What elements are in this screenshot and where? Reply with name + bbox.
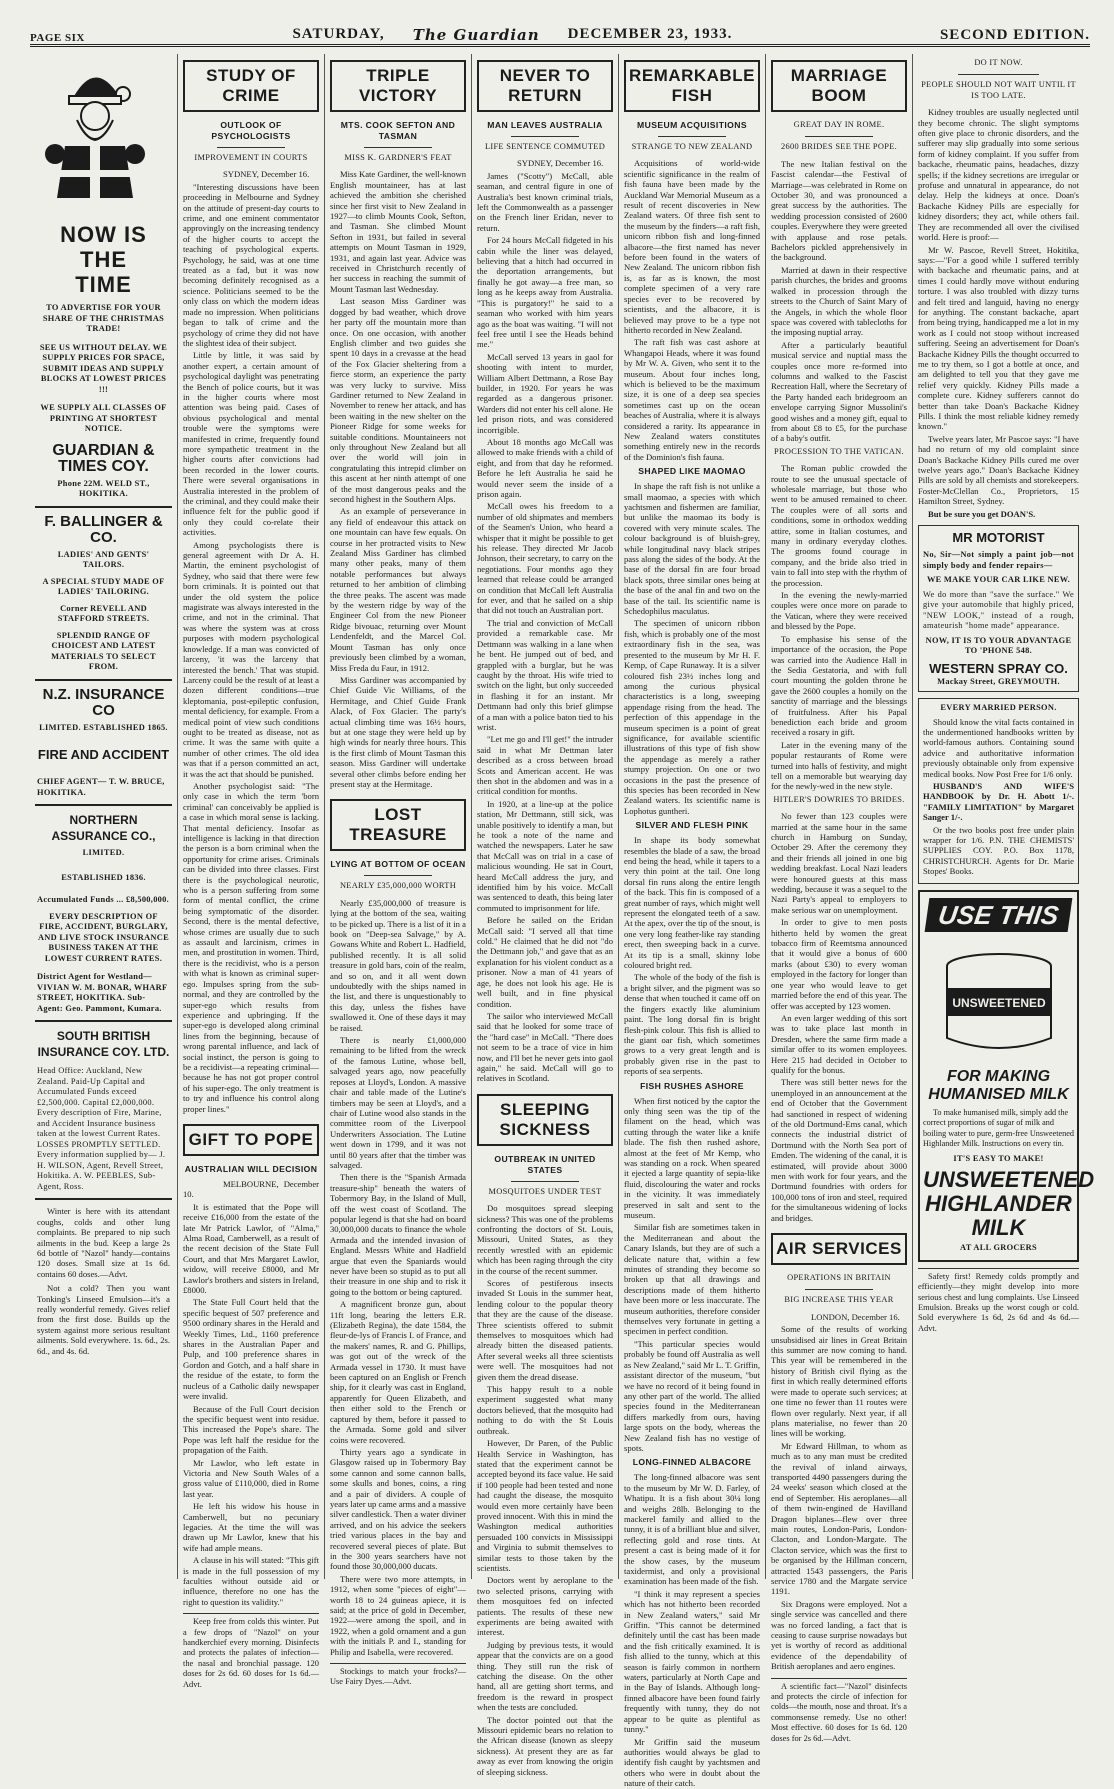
married-order: Or the two books post free under plain wrapper for 1/6. P.N. THE CHEMISTS' SUPPLIES COY. P.O. Box 1178, CHRISTCHURCH. Agents for Dr. Marie Stopes' Books. xyxy=(923,824,1074,877)
never-to-return-headline: NEVER TO RETURN xyxy=(477,60,613,112)
nazol-advert: Keep free from colds this winter. Put a few drops of "Nazol" on your handkerchief every morning. Disinfects and protects the palates of infection—the nasal and bronchial passage. 120 doses for 2s 6d. 60 doses for 1s 6d.—Advt. xyxy=(183,1613,319,1690)
article-paragraph: "Let me go and I'll get!" the intruder said in what Mr Dettman later described as a cross between broad Scots and American accent. He was then shot in the abdomen and was in a critical condition for months. xyxy=(477,734,613,797)
remarkable-fish-headline: REMARKABLE FISH xyxy=(624,60,760,112)
motorist-body: We do more than "save the surface." We give your automobile that highly priced, "NEW LOOK," instead of a rough, amateurish "home made" appearance. xyxy=(923,589,1074,631)
milk-brand-milk: MILK xyxy=(971,1215,1026,1241)
divider xyxy=(511,136,579,137)
remarkable-fish-deck: STRANGE TO NEW ZEALAND xyxy=(631,142,753,151)
article-paragraph: The raft fish was cast ashore at Whangapoi Heads, where it was found by Mr W. A. Given, who sent it to the museum. About four inches long, which is believed to be the maximum size, it is one of a deep sea species sometimes cast up on the ocean beaches of Australia, where it is always considered a rarity. Its appearance in New Zealand waters constitutes something entirely new in the records of the Dominion's fish fauna. xyxy=(624,337,760,462)
article-paragraph: Last season Miss Gardiner was dogged by bad weather, which drove her party off the mountain more than once. On one occasion, with another English climber and two guides she spent 10 days in a crevasse at the head of the Fox Glacier sheltering from a fierce storm, an experience the party was very lucky to survive. Miss Gardiner returned to New Zealand in November to renew her attack, and has been waiting in the new shelter on the Pioneer Ridge for some weeks for suitable conditions. Mountaineers not only throughout New Zealand but all over the world will join in congratulating this intrepid climber on this ascent at her ninth attempt of one of the most dangerous peaks and the second highest in the Southern Alps. xyxy=(330,296,466,504)
article-paragraph: The whole of the body of the fish is a bright silver, and the pigment was so dense that when touched it came off on the fingers exactly like aluminium paint. The long dorsal fin is bright flesh-pink colour. This fish is allied to the giant oar fish, which sometimes grows to a very great length and is probably given rise in the past to reports of sea serpents. xyxy=(624,972,760,1077)
article-paragraph: Because of the Full Court decision the specific bequest went into residue. This increased the Pope's share. The Pope was left half the residue for the propagation of the Faith. xyxy=(183,1403,319,1456)
milk-brand-unsweetened: UNSWEETENED xyxy=(923,1167,1095,1193)
article-paragraph: There were two more attempts, in 1912, when some "pieces of eight"—worth 18 to 24 guineas apiece, it is said; at the price of gold in December, 1922—were among the spoil, and in 1922, when a gold ornament and a gun with the initials P. and I., standing for Philip and Isabella, were recovered. xyxy=(330,1573,466,1657)
article-paragraph: The State Full Court held that the specific bequest of 507 preference and 9500 ordinary shares in the Herald and Weekly Times, Ltd., 1160 preference shares in the Australian Paper and Pulp, and 100 preference shares in Gordon and Gotch, and a half share in the residue of the estate, to form the nucleus of a Catholic daily newspaper were invalid. xyxy=(183,1297,319,1402)
lost-treasure-subhead: LYING AT BOTTOM OF OCEAN xyxy=(330,859,466,870)
masthead-center xyxy=(292,26,732,44)
married-handbooks: HUSBAND'S AND WIFE'S HANDBOOK by Dr. H. Abott 1/-. "FAMILY LIMITATION" by Margaret Sanger 1/-. xyxy=(923,781,1074,823)
married-person-heading: EVERY MARRIED PERSON. xyxy=(940,703,1057,713)
article-paragraph: No fewer than 123 couples were married at the same hour in the same church in Hamburg on Sunday, October 29. After the ceremony they and their friends all joined in one big wedding breakfast. Local Nazi leaders were honoured guests at this mass wedding, because it was a sequel to the Nazi Party's appeal to employers to make serious war on unemployment. xyxy=(771,811,907,915)
long-finned-albacore-subhead: LONG-FINNED ALBACORE xyxy=(632,1457,752,1468)
nz-insurance-established: LIMITED. ESTABLISHED 1865. xyxy=(39,722,168,732)
article-paragraph: Similar fish are sometimes taken in the Mediterranean and about the Canary Islands, but they are of such a delicate nature that, within a few minutes of stranding they become so broken up that all drawings and descriptions made of them hitherto have been more or less inaccurate. The museum authorities, therefore consider themselves very fortunate in getting a specimen in perfect condition. xyxy=(624,1222,760,1337)
article-paragraph: An even larger wedding of this sort was to take place last month in Dresden, where the same firm made a similar offer to its women employees. Here 215 had decided in October to qualify for the bonus. xyxy=(771,1012,907,1075)
study-of-crime-headline: STUDY OF CRIME xyxy=(183,60,319,112)
see-us-line: SEE US WITHOUT DELAY. WE SUPPLY PRICES FOR SPACE, SUBMIT IDEAS AND SUPPLY BLOCKS AT LOWEST PRICES !!! xyxy=(39,342,168,394)
sleeping-sickness-headline: SLEEPING SICKNESS xyxy=(477,1094,613,1146)
article-paragraph: As an example of perseverance in any field of endeavour this attack on one mountain can have few equals. On course in her protracted visits to New Zealand Miss Gardiner has climbed many other peaks, many of them notable performances but always returned to her ambition of climbing the three peaks. The ascent was made by the western ridge by way of the Engineer Col from the new Pioneer Ridge bivouac, returning over Mount Lendenfeldt, and the Marcel Col. Mount Tasman has only once previously been climbed by a woman, Miss Freda du Faur, in 1912. xyxy=(330,506,466,673)
article-paragraph: About 18 months ago McCall was allowed to make friends with a child of eight, and from that day he reformed. Before he left Australia he said he would never seem the inside of a prison again. xyxy=(477,436,613,499)
never-to-return-deck: LIFE SENTENCE COMMUTED xyxy=(484,142,606,151)
masthead xyxy=(30,18,1090,47)
air-services-deck: OPERATIONS IN BRITAIN xyxy=(787,1273,891,1283)
column-triple-victory xyxy=(324,54,471,1687)
masthead-edition: SECOND EDITION. xyxy=(939,27,1090,43)
study-of-crime-deck: IMPROVEMENT IN COURTS xyxy=(194,153,308,162)
article-paragraph: In order to give to men posts hitherto held by women the great tobacco firm of Reemtsma announced that it would give a bonus of 600 marks (about £30) to every woman employed in the factory for longer than one year who would leave to get married before the end of this year. The offer was accepted by 123 women. xyxy=(771,917,907,1011)
tin-label-text: UNSWEETENED xyxy=(951,995,1046,1010)
advert-paragraph: Twelve years later, Mr Pascoe says: "I have had no return of my old complaint since Doan's Backache Kidney Pills cured me over twelve years ago." Doan's Backache Kidney Pills are sold by all chemists and storekeepers. Foster-McClellan Co., Proprietors, 15 Hamilton Street, Sydney. xyxy=(918,433,1079,507)
northern-limited: LIMITED. xyxy=(82,848,125,858)
article-paragraph: Do mosquitoes spread sleeping sickness? This was one of the problems confronting the doctors of St. Louis, Missouri, United States, as they recently wrestled with an epidemic which has been raging through the city in the course of the recent summer. xyxy=(477,1203,613,1276)
article-paragraph: In 1920, at a line-up at the police station, Mr Dettmann, still sick, was unable positively to identify a man, but he took a note of the name and watched the newspapers. Later he saw that McCall was on trial in a case of malicious wounding. He sat in Court, heard McCall address the jury, and identified him by his voice. McCall was sentenced to death, this being later commuted to imprisonment for life. xyxy=(477,798,613,913)
fairy-dyes-advert: Stockings to match your frocks?— Use Fairy Dyes.—Advt. xyxy=(330,1663,466,1688)
article-paragraph: "I think it may represent a species which has not hitherto been recorded in New Zealand waters," said Mr Griffin. "This cannot be determined definitely until the cast has been made and the fish critically examined. It is fish allied to the tunny, which at this season is fairly common in northern waters, particularly at North Cape and in the Bay of Islands. Although long-finned albacore have been found fairly frequently with tunny, they do not appear to be quite as plentiful as tunny." xyxy=(624,1588,760,1735)
fish-rushes-ashore-subhead: FISH RUSHES ASHORE xyxy=(640,1080,744,1091)
article-paragraph: The new Italian festival on the Fascist calendar—the Festival of Marriage—was celebrated in Rome on October 30, and was pronounced a great success by the authorities. The wedding procession consisted of 2600 couples. Everywhere they were greeted with applause and rose petals. Bachelors pickled apprehensively in the background. xyxy=(771,158,907,263)
lost-treasure-headline: LOST TREASURE xyxy=(330,799,466,851)
article-paragraph: In shape the raft fish is not unlike a small maomao, a species with which yachtsmen and fishermen are familiar, but unlike the maomao its body is covered with very minute scales. The colour background is of bluish-grey, while longitudinal navy black stripes pass along the sides of the body. At the base of the dorsal fin are four broad black spots, three similar ones being at the base of the anal fin and two on the base of the tail. Its scientific name is Schedophilus maculatus. xyxy=(624,481,760,617)
air-services-dateline: LONDON, December 16. xyxy=(811,1311,900,1322)
divider xyxy=(364,147,432,148)
divider xyxy=(958,74,1039,75)
ballinger-tailoring: A SPECIAL STUDY MADE OF LADIES' TAILORING. xyxy=(42,576,165,597)
printing-line: WE SUPPLY ALL CLASSES OF PRINTING AT SHORTEST NOTICE. xyxy=(40,403,167,434)
milk-brand-highlander: HIGHLANDER xyxy=(925,1191,1072,1217)
fire-accident-heading: FIRE AND ACCIDENT xyxy=(37,747,170,763)
article-paragraph: A clause in his will stated: "This gift is made in the full possession of my faculties without outside aid or influence, therefore no one has the right to question its validity." xyxy=(183,1555,319,1607)
chief-agent: CHIEF AGENT— T. W. BRUCE, HOKITIKA. xyxy=(37,777,165,797)
article-paragraph: However, Dr Paren, of the Public Health Service in Washington, has stated that the experiment cannot be accepted beyond its face value. He said if 100 people had been tested and none had caught the disease, the mosquito would even more certainly have been proved innocent. With this in mind the Washington medical authorities persuaded 100 convicts in Mississippi and Virginia to submit themselves to similar tests to those taken by the scientists. xyxy=(477,1438,613,1573)
article-paragraph: Married at dawn in their respective parish churches, the brides and grooms walked in procession through the streets to the Church of Saint Mary of the Angels, in which the whole floor space was covered with tablecloths for the imposing nuptial array. xyxy=(771,264,907,338)
article-paragraph: The specimen of unicorn ribbon fish, which is probably one of the most extraordinary fish in the sea, was presented to the museum by Mr H. F. Kemp, of Cape Runaway. It is a silver coloured fish 23½ inches long and among the curious physical characteristics is a long, sweeping appendage rising from the head. The perfection of this appendage in the museum specimen is a point of great significance, for available scientific illustrations of this type of fish show the appendage as merely a rather stumpy projection. On one or two occasions in the past the presence of this species has been recorded in New Zealand waters. Its scientific name is Lophotus guntheri. xyxy=(624,618,760,816)
guardian-address: Phone 22M. WELD ST., HOKITIKA. xyxy=(57,478,150,499)
sleeping-sickness-deck: MOSQUITOES UNDER TEST xyxy=(488,1186,602,1196)
marriage-boom-subdeck: 2600 BRIDES SEE THE POPE. xyxy=(781,142,897,152)
air-services-subdeck: BIG INCREASE THIS YEAR xyxy=(784,1295,894,1305)
divider xyxy=(217,147,285,148)
article-paragraph: Miss Gardiner was accompanied by Chief Guide Vic Williams, of the Hermitage, and Chief Guide Frank Alack, of Fox Glacier. The party's actual climbing time was 16½ hours, but at one stage they were held up by high winds for nearly three hours. This is the first climb of Mount Tasman this season. Miss Gardiner will undertake several other climbs before ending her present stay at the Hermitage. xyxy=(330,674,466,789)
for-making: FOR MAKING xyxy=(946,1068,1051,1086)
nz-insurance-advert xyxy=(35,679,172,805)
marriage-boom-headline: MARRIAGE BOOM xyxy=(771,60,907,112)
article-paragraph: This happy result to a noble experiment suggested what many doctors believed, that the mosquito had nothing to do with the St Louis outbreak. xyxy=(477,1384,613,1436)
sleeping-sickness-subhead: OUTBREAK IN UNITED STATES xyxy=(494,1153,596,1175)
column-remarkable-fish xyxy=(618,54,765,1789)
northern-assurance-advert xyxy=(35,804,172,1020)
ballinger-corner: Corner REVELL AND STAFFORD STREETS. xyxy=(57,603,150,624)
article-paragraph: Little by little, it was said by another expert, a certain amount of psychological daylight was penetrating the Bench of police courts, but it was in the higher courts where most attention was being paid. Cases of obvious psychological and mental trouble were the symptoms were manifested in crime, frequently found more sympathetic treatment in the higher courts after convictions had been recorded in the lower courts. There were several organisations in Australia interested in the problem of the criminal, and they could make their influence felt for the public good if only they could co-relate their activities. xyxy=(183,350,319,538)
advertise-line: TO ADVERTISE FOR YOUR SHARE OF THE CHRISTMAS TRADE! xyxy=(42,303,165,334)
page-number: PAGE SIX xyxy=(30,32,85,44)
triple-victory-deck: MISS K. GARDNER'S FEAT xyxy=(344,153,452,162)
phone-548: NOW, IT IS TO YOUR ADVANTAGE TO 'PHONE 548. xyxy=(925,635,1072,656)
tonking-text: Not a cold? Then you want Tonking's Linseed Emulsion—it's a really wonderful remedy. Gives relief from the first dose. Builds up the system against more serious resultant ailments. Sold everywhere. 1s. 6d., 2s. 6d., and 4s. 6d. xyxy=(37,1283,170,1356)
article-paragraph: The sailor who interviewed McCall said that he looked for some trace of the "hard case" in McCall. "There does not seem to be a trace of vice in him now, and I'll bet he never gets into gaol again," he said. McCall will go to relatives in Scotland. xyxy=(477,1010,613,1084)
article-paragraph: Before he sailed on the Eridan McCall said: "I served all that time cold." He claimed that he did not "do the Dettmann job," and gave that as an explanation for his violent conduct as a prisoner. Now a man of 41 years of age, he does not look his age. He is well built, and in fine physical condition. xyxy=(477,915,613,1009)
nz-insurance-name: N.Z. INSURANCE CO xyxy=(42,685,165,719)
column-study-of-crime xyxy=(177,54,324,1689)
triple-victory-subhead: MTS. COOK SEFTON AND TASMAN xyxy=(340,120,456,141)
divider xyxy=(658,136,726,137)
milk-tin-icon xyxy=(934,948,1064,1058)
easy-to-make: IT'S EASY TO MAKE! xyxy=(953,1153,1044,1163)
article-paragraph: "Interesting discussions have been proceeding in Melbourne and Sydney on the attitude of present-day courts to crime, and one eminent commentator approvingly on the increasing tendency of the higher courts to accept the teaching of psychological experts. Psychology, he said, was at one time treated as a fad, but it was now becoming definitely recognised as a science. Politicians seemed to be the only class on which the modern ideas made no impression. When politicians began to talk of crime and the psychology of crime they did not have the slightest idea of their subject. xyxy=(183,181,319,348)
divider xyxy=(511,1181,579,1182)
article-paragraph: Later in the evening many of the popular restaurants of Rome were turned into halls of festivity, and might tell on a memorable but wearying day for the newly-wed in the new style. xyxy=(771,739,907,792)
article-paragraph: McCall owes his freedom to a number of old shipmates and members of the Seamen's Union, who heard a whisper that it might be possible to get his release. They directed Mr Jacob Johnson, their secretary, to carry on the negotiations. Four months ago they learned that release could be arranged on condition that McCall left Australia for ever, and that he sailed on a ship that did not touch an Australian port. xyxy=(477,501,613,616)
gift-to-pope-subhead: AUSTRALIAN WILL DECISION xyxy=(184,1163,318,1174)
article-paragraph: The trial and conviction of McCall provided a remarkable case. Mr Dettmann was walking in a lane when he bent. He jumped out of bed, and grappled with a burglar, but he was caught by the throat. His wife tried to switch on the light, but only succeeded in flashing it for an instant. Mr Dettmann had only this brief glimpse of a man with a police baton tied to his wrist. xyxy=(477,617,613,732)
northern-district-agent: District Agent for Westland— VIVIAN W. M. BONAR, WHARF STREET, HOKITIKA. Sub-Agent: Geo. Pammont, Kumara. xyxy=(37,972,168,1013)
advert-paragraph: Kidney troubles are usually neglected until they become chronic. The slight symptoms often give place to chronic disorders, and the sufferer may slip gradually into some serious form of kidney complaint. If you suffer from backache, rheumatic pains, headaches, dizzy spells; if the kidney secretions are irregular or profuse and unnatural in appearance, do not delay. Help the kidneys at once. Doan's Backache Kidney Pills are especially for kidney disorders; they act, while others fail. They are recommended all over the civilised world. Here is proof:— xyxy=(918,107,1079,243)
article-paragraph: Nearly £35,000,000 of treasure is lying at the bottom of the sea, waiting to be picked up. There is a list of it in a book on "Deep-sea Salvage," by A. Gowans White and Robert L. Hadfield, published recently. It is all solid treasure in gold bars, coin of the realm, and so on, and it all went down undoubtedly with the ships named in the list, and there is unquestionably to this day, unless the fishes have swallowed it. One of these days it may be raised. xyxy=(330,897,466,1033)
remarkable-fish-subhead: MUSEUM ACQUISITIONS xyxy=(637,120,747,130)
article-paragraph: Some of the results of working unsubsidised air lines in Great Britain this summer are now coming to hand. This year will be remembered in the history of British civil flying as the first in which really determined efforts were made to operate such services; at one time no fewer than 11 routes were flown over regularly. Next year, if all plans materialise, no fewer than 20 lines will be working. xyxy=(771,1324,907,1439)
lost-treasure-deck: NEARLY £35,000,000 WORTH xyxy=(339,881,457,891)
article-paragraph: In shape its body somewhat resembles the blade of a saw, the broad end being the head, while it tapers to a very thin point at the tail. One long dorsal fin runs along the entire length of the back. This fin is composed of a great number of rays, which might well represent the elongated teeth of a saw. At the apex, over the tip of the snout, is one very long feather-like ray standing erect, then sweeping back in a curve. At its tip is a small, skinny lobe coloured bright red. xyxy=(624,835,760,971)
married-body: Should know the vital facts contained in the undermentioned handbooks written by world-famous authors. Containing sound advice and authoritative information previously obtainable only from expensive medical books. Now Post Free for 1/6 only. xyxy=(923,716,1074,779)
article-paragraph: The Roman public crowded the route to see the unusual spectacle of wholesale marriage, but those who went to be amused remained to cheer. The couples were of all sorts and conditions, some in orthodox wedding attire, some in Italian costumes, and many in ordinary everyday clothes. The grooms found courage in company, and the bride also tried in vain to fall into step with the rhythm of the procession. xyxy=(771,463,907,588)
western-spray-advert xyxy=(918,525,1079,692)
use-this-banner: USE THIS xyxy=(925,898,1073,932)
article-paragraph: Six Dragons were employed. Not a single service was cancelled and there was no forced landing, a fact that is ceasing to cause surprise nowadays but yet is worthy of record as additional evidence of the dependability of British aeroplanes and aero engines. xyxy=(771,1598,907,1672)
doans-reminder: But be sure you get DOAN'S. xyxy=(928,508,1036,519)
ballinger-range: SPLENDID RANGE OF CHOICEST AND LATEST MATERIALS TO SELECT FROM. xyxy=(51,630,156,672)
article-paragraph: Thirty years ago a syndicate in Glasgow raised up in Tobermory Bay some cannon and some cannon balls, some skulls and bones, coins, a ring and a pair of dividers. A couple of years later up came arms and a massive silver candlestick. Then a water diviner arrived, and on his advice the seekers tried various places in the bay and recovered several pieces of plate. But in the 300 years searchers have not found those 30,000,000 ducats. xyxy=(330,1446,466,1572)
article-paragraph: Mr Griffin said the museum authorities would always be glad to identify fish caught by yachtsmen and others who were in doubt about the nature of their catch. xyxy=(624,1736,760,1789)
marriage-boom-deck: GREAT DAY IN ROME. xyxy=(793,120,885,129)
article-paragraph: To emphasise his sense of the importance of the occasion, the Pope was carried into the Audience Hall in the Sedia Gestatoria, and with full court mounting the golden throne he gave the 2600 couples a homily on the sanctity of marriage and the blessings of fruitfulness. After his Papal benediction each bride and groom received a rosary in gift. xyxy=(771,633,907,738)
advert-paragraph: Mr W. Pascoe, Revell Street, Hokitika, says:—"For a good while I suffered terribly with backache and rheumatic pains, and at times I could hardly move without enduring torture. I was also troubled with dizzy turns and felt tired and languid, having no energy for anything. The constant backache, apart from being trying, handicapped me a lot in my work as I could not stoop without increased suffering. Seeing an advertisement for Doan's Backache Kidney Pills the thought occurred to me to try them, so I got a bottle at once, and am delighted to tell you that they gave me relief very quickly. Kidney Pills made a complete cure. Kidney sufferers cannot do better than take Doan's Backache Kidney Pills. I think the most reliable kidney remedy known." xyxy=(918,244,1079,432)
divider xyxy=(364,875,432,876)
ballinger-advert xyxy=(35,506,172,679)
article-paragraph: For 24 hours McCall fidgeted in his cabin while the liner was delayed, believing that a hitch had occurred in the deportation arrangements, but finally he got away—a free man, so long as he keeps away from Australia. "This is purgatory!" he said to a seaman who worked with him years ago as the boat was waiting. "I will not feel free until I see the Heads behind me." xyxy=(477,235,613,350)
south-british-name: SOUTH BRITISH INSURANCE COY. LTD. xyxy=(37,1029,170,1060)
article-paragraph: A magnificent bronze gun, about 11ft long, bearing the letters E.R. (Elizabeth Regina), the date 1584, the fleur-de-lys of Francis I. of France, and the makers' names, R. and G. Phillips, was got out of the wreck of the Armada vessel in 1730. It must have been captured on an English or French ship, for it clearly was cast in England, apparently for Queen Elizabeth, and then either sold to the French or captured by them, before it passed to the Armada. Some gold and silver coins were recovered. xyxy=(330,1299,466,1445)
air-services-headline: AIR SERVICES xyxy=(771,1233,907,1265)
article-paragraph: After a particularly beautiful musical service and nuptial mass the couples once more re-formed into columns and walked to the Fascist Recreation Hall, where the Secretary of the Party handed each bridegroom an envelope carrying Signor Mussolini's good wishes and a money gift, equal to from about £8 to £5, for the purchase of a baby's outfit. xyxy=(771,339,908,444)
northern-description: EVERY DESCRIPTION OF FIRE, ACCIDENT, BURGLARY, AND LIVE STOCK INSURANCE BUSINESS TAKEN AT THE LOWEST CURRENT RATES. xyxy=(37,911,170,963)
people-should-not-wait: PEOPLE SHOULD NOT WAIT UNTIL IT IS TOO LATE. xyxy=(921,80,1076,100)
gift-to-pope-headline: GIFT TO POPE xyxy=(183,1124,319,1156)
column-marriage-boom xyxy=(765,54,912,1743)
advertising-promo xyxy=(35,216,172,506)
column-never-to-return xyxy=(471,54,618,1777)
masthead-day: SATURDAY, xyxy=(292,26,385,42)
northern-assurance-name: NORTHERN ASSURANCE CO., xyxy=(51,813,156,844)
column-advertisements-left xyxy=(30,54,177,1579)
masthead-paper-name: The Guardian xyxy=(412,26,540,44)
time-heading: TIME xyxy=(75,272,132,298)
article-paragraph: Doctors went by aeroplane to the two selected prisons, carrying with them mosquitoes fed on infected patients. The results of these new experiments are being awaited with interest. xyxy=(477,1575,613,1638)
masthead-date: DECEMBER 23, 1933. xyxy=(567,26,733,42)
procession-subhead: PROCESSION TO THE VATICAN. xyxy=(774,446,904,456)
article-paragraph: Then there is the "Spanish Armada treasure-ship" beneath the waters of Tobermory Bay, in the Island of Mull, off the west coast of Scotland. The popular legend is that she had on board 30,000,000 ducats to finance the whole Armada and the intended invasion of England. Messrs White and Hadfield argue that even the Spaniards would never have been so stupid as to put all their treasure in one ship and to risk it going to the bottom or being captured. xyxy=(330,1172,466,1297)
gift-to-pope-dateline: MELBOURNE, December 10. xyxy=(183,1178,319,1200)
milk-instructions: To make humanised milk, simply add the correct proportions of sugar of milk and boiling water to pure, germ-free Unsweetened Highlander Milk. Instructions on every tin. xyxy=(923,1108,1074,1149)
article-paragraph: There is nearly £1,000,000 remaining to be lifted from the wreck of the famous Lutine, whose bell, salvaged years ago, now peacefully reposes at Lloyd's, London. A massive chair and table made of the Lutine's timbers may be seen at Lloyd's, and a chair of Lutine wood also stands in the committee room of the Liverpool Underwriters Association. The Lutine went down in 1799, and it was not until 80 years after that the timber was salvaged. xyxy=(330,1035,466,1170)
study-of-crime-dateline: SYDNEY, December 16. xyxy=(223,169,310,180)
article-paragraph: Judging by previous tests, it would appear that the convicts are on a good thing. They still run the risk of catching the disease. On the other hand, all are getting short terms, and freedom is the reward in prospect when the tests are concluded. xyxy=(477,1639,613,1713)
article-paragraph: Mr Lawlor, who left estate in Victoria and New South Wales of a gross value of £110,000, died in Rome last year. xyxy=(183,1457,319,1499)
humanised-milk: HUMANISED MILK xyxy=(928,1086,1069,1104)
santa-claus-illustration xyxy=(35,58,155,208)
nazol-winter-advert xyxy=(35,1198,172,1364)
article-paragraph: When first noticed by the captor the only thing seen was the tip of the filament on the head, which was cutting through the water like a knife blade. The fish then rushed ashore, almost at the feet of Mr Kemp, who was standing on a rock. When speared it ejected a large quantity of sepia-like fluid, discolouring the water and rocks in the vicinity. It was immediately preserved in salt and sent to the museum. xyxy=(624,1095,760,1220)
motorist-line: No, Sir—Not simply a paint job—not simply body and fender repairs— xyxy=(923,550,1074,570)
make-car-new: WE MAKE YOUR CAR LIKE NEW. xyxy=(926,575,1071,585)
winter-text: Winter is here with its attendant coughs, colds and other lung complaints. Be prepared to nip such ailments in the bud. Keep a large 2s 6d bottle of "Nazol" handy—contains 120 doses. Small size at 1s 6d. contains 60 doses.—Advt. xyxy=(37,1206,170,1279)
guardian-times-coy: GUARDIAN & TIMES COY. xyxy=(52,441,155,475)
article-paragraph: McCall served 13 years in gaol for shooting with intent to murder, William Albert Dettmann, a Rose Bay builder, in 1920. For years he was regarded as a dangerous prisoner. Warders did not enter his cell alone. He led prison riots, and was considered incorrigible. xyxy=(477,351,613,435)
linseed-emulsion-advert: Safety first! Remedy colds promptly and efficiently—they might develop into more serious chest and lung complaints. Use Linseed Emulsion. Breaks up the worst cough or cold. Sold everywhere 1s 6d, 2s 6d and 4s 6d.—Advt. xyxy=(918,1268,1079,1334)
article-paragraph: Mr Edward Hillman, to whom as much as to any man must be credited the revival of inland airways, transported 4490 passengers during the 24 weeks' season which closed at the end of September. His aeroplanes—all of them twin-engined de Havilland Dragon biplanes—flew over three main routes, London-Paris, London-Clacton, and London-Margate. The Clacton service, which was the first to be organised by the Hillman concern, attracted 1543 passengers, the Paris service 1780 and the Margate service 1191. xyxy=(771,1440,907,1597)
silver-flesh-pink-subhead: SILVER AND FLESH PINK xyxy=(635,820,749,831)
do-it-now-heading: DO IT NOW. xyxy=(974,58,1023,67)
article-paragraph: James ("Scotty") McCall, able seaman, and central figure in one of Australia's best known criminal trials, left the Commonwealth as a passenger on the French liner Eridan, never to return. xyxy=(477,170,613,233)
article-paragraph: Scores of pestiferous insects invaded St Louis in the summer heat, lending colour to the popular theory that they are the cause of the disease. Three scientists offered to submit themselves to mosquitoes which had already bitten the diseased patients. After several weeks all three scientists were well. The mosquitoes had not given them the dread disease. xyxy=(477,1278,613,1382)
ballinger-name: F. BALLINGER & CO. xyxy=(44,512,163,546)
western-spray-address: Mackay Street, GREYMOUTH. xyxy=(937,676,1060,686)
shaped-like-maomao-subhead: SHAPED LIKE MAOMAO xyxy=(638,466,746,477)
married-person-advert xyxy=(918,698,1079,884)
triple-victory-headline: TRIPLE VICTORY xyxy=(330,60,466,112)
article-paragraph: He left his widow his house in Camberwell, but no pecuniary legacies. At the time the will was drawn up Mr Lawlor, knew that his wife had ample means. xyxy=(183,1501,319,1553)
article-paragraph: There was still better news for the unemployed in an announcement at the end of October that the Government had sanctioned in respect of widening of the old Dortmund-Ems canal, which connects the industrial district of Dortmund with the North Sea port of Emden. The widening of the canal, it is estimated, will provide about 3000 men with work for four years, and the Dortmund foundries with orders for 100,000 tons of iron and steel, required for the simultaneous widening of locks and bridges. xyxy=(771,1077,907,1223)
now-is-the-heading: NOW IS THE xyxy=(60,222,147,273)
never-to-return-subhead: MAN LEAVES AUSTRALIA xyxy=(487,120,603,130)
hitler-dowries-subhead: HITLER'S DOWRIES TO BRIDES. xyxy=(773,794,905,804)
nazol-advert: A scientific fact—"Nazol" disinfects and protects the circle of infection for colds—the mouth, nose and throat. It's a commonsense remedy. Use no other! Most effective. 60 doses for 1s 6d. 120 doses for 2s 6d.—Advt. xyxy=(771,1678,907,1744)
article-paragraph: It is estimated that the Pope will receive £16,000 from the estate of the late Mr Patrick Lawlor, of "Alma," Alma Road, Camberwell, as a result of the recent decision of the State Full Court, and that Mrs Margaret Lawlor, widow, will receive £8000, and Mr Lawlor's brothers and sisters in Ireland, £8000. xyxy=(183,1201,319,1296)
article-paragraph: The long-finned albacore was sent to the museum by Mr W. D. Farley, of Whatipu. It is a fish about 30¼ long and weighs 28lb. Belonging to the mackerel family and allied to the tunny, it is of a brilliant blue and silver, reflecting gold and rose tints. At present a cast is being made of it for the show cases, by the museum taxidermist, and only a provisional examination has been made of the fish. xyxy=(624,1472,760,1587)
south-british-body: Head Office: Auckland, New Zealand. Paid-Up Capital and Accumulated Funds exceed £2,500,000. Capital £2,000,000. Every description of Fire, Marine, and Accident Insurance business taken at the lowest Current Rates. LOSSES PROMPTLY SETTLED. Every information supplied by— J. H. WILSON, Agent, Revell Street, Hokitika. A. W. PEEBLES, Sub-Agent, Ross. xyxy=(37,1066,166,1191)
never-to-return-dateline: SYDNEY, December 16. xyxy=(517,158,604,169)
divider xyxy=(805,1289,873,1290)
ballinger-subtitle: LADIES' AND GENTS' TAILORS. xyxy=(57,549,150,570)
article-paragraph: Acquisitions of world-wide scientific significance in the realm of fish fauna have been made by the Auckland War Memorial Museum as a result of recent discoveries in New Zealand waters. Of three fish sent to the museum by the finders—a raft fish, unicorn ribbon fish and long-finned albacore—the first named has never before been found in the waters of New Zealand. The unicorn ribbon fish is, as far as is known, the most complete specimen of a very rare species ever to be recovered by scientists, and the albacore, it is believed may prove to be a type not hitherto recorded in New Zealand. xyxy=(624,158,760,335)
mr-motorist-heading: MR MOTORIST xyxy=(952,530,1045,546)
western-spray-name: WESTERN SPRAY CO. xyxy=(929,660,1068,676)
article-paragraph: Among psychologists there is general agreement with Dr A. H. Martin, the eminent psychologist of Sydney, who said that there were few born criminals. It is pointed out that under the old system the police magistrate was always interested in the crime, and not in the criminal. That was where the system was at cross purposes with modern psychological knowledge. If a man was convicted of larceny, 'it was the larceny that interested the bench.' That was stupid. Larceny could be the result of at least a dozen different conditions—true kleptomania, post-epileptic confusion, mental deficiency, for example. From a medical point of view such conditions ought to be treated as disease, not as crime. It was the same with quite a number of other crimes. The old idea was that if a person committed an act, it was the act that should be punished. xyxy=(183,539,319,779)
northern-established: ESTABLISHED 1836. xyxy=(61,872,146,882)
south-british-advert xyxy=(35,1020,172,1198)
highlander-milk-advert xyxy=(918,890,1095,1262)
at-all-grocers: AT ALL GROCERS xyxy=(960,1243,1037,1253)
article-paragraph: Another psychologist said: "The only case in which the term 'born criminal' can conceivably be applied is a case in which moral sense is lacking. That mental deficiency. Insofar as intelligence is lacking in that direction the person is a born criminal when the opportunity for crime arises. Criminals can be divided into three classes. First there is the psychological neurotic, who is a person suffering from some form of mental conflict, the crime being symptomatic of the disorder. Second, there is the mental defective, whose crimes are usually due to such as assault and larcinism, crimes in men, and prostitution in women. Third, there is the recidivist, who is a person with what is known as criminal super-ego. Impulses spring from the sub-normal, and they are controlled by the super-ego which results from experience and upbringing. If the super-ego is developed along criminal lines from the beginning, because of wrong parental influence, and lack of social instinct, the person is going to be a recidivist—a repeating criminal—because he has not got proper control of his super-ego. The only treatment is to try and influence his control along proper lines." xyxy=(183,780,319,1114)
article-paragraph: Miss Kate Gardiner, the well-known English mountaineer, has at last achieved the ambition she cherished since her first visit to New Zealand in 1927—to climb Mounts Cook, Sefton, and Tasman. She climbed Mount Sefton in 1931, but failed in several attempts on Mount Tasman in 1929, 1931, and again last year. Advice was received in Christchurch recently of her success in reaching the summit of Mount Tasman last Wednesday. xyxy=(330,169,466,294)
study-of-crime-subhead: OUTLOOK OF PSYCHOLOGISTS xyxy=(211,120,291,141)
divider xyxy=(805,136,873,137)
column-advertisements-right xyxy=(912,54,1095,1579)
article-paragraph: "This particular species would probably be found off Australia as well as New Zealand," said Mr L. T. Griffin, assistant director of the museum, "but we have no record of it being found in any other part of the world. The allied species found in the Mediterranean differs markedly from ours, having large spots on the body, whereas the New Zealand fish has no vestige of spots. xyxy=(624,1338,760,1453)
article-paragraph: In the evening the newly-married couples were once more on parade to the Vatican, where they were received and blessed by the Pope. xyxy=(771,590,907,632)
northern-funds: Accumulated Funds ... £8,500,000. xyxy=(37,895,170,905)
article-paragraph: The doctor pointed out that the Missouri epidemic bears no relation to the African disease (known as sleepy sickness). At present they are as far away as ever from knowing the origin of sleeping sickness. xyxy=(477,1714,613,1777)
